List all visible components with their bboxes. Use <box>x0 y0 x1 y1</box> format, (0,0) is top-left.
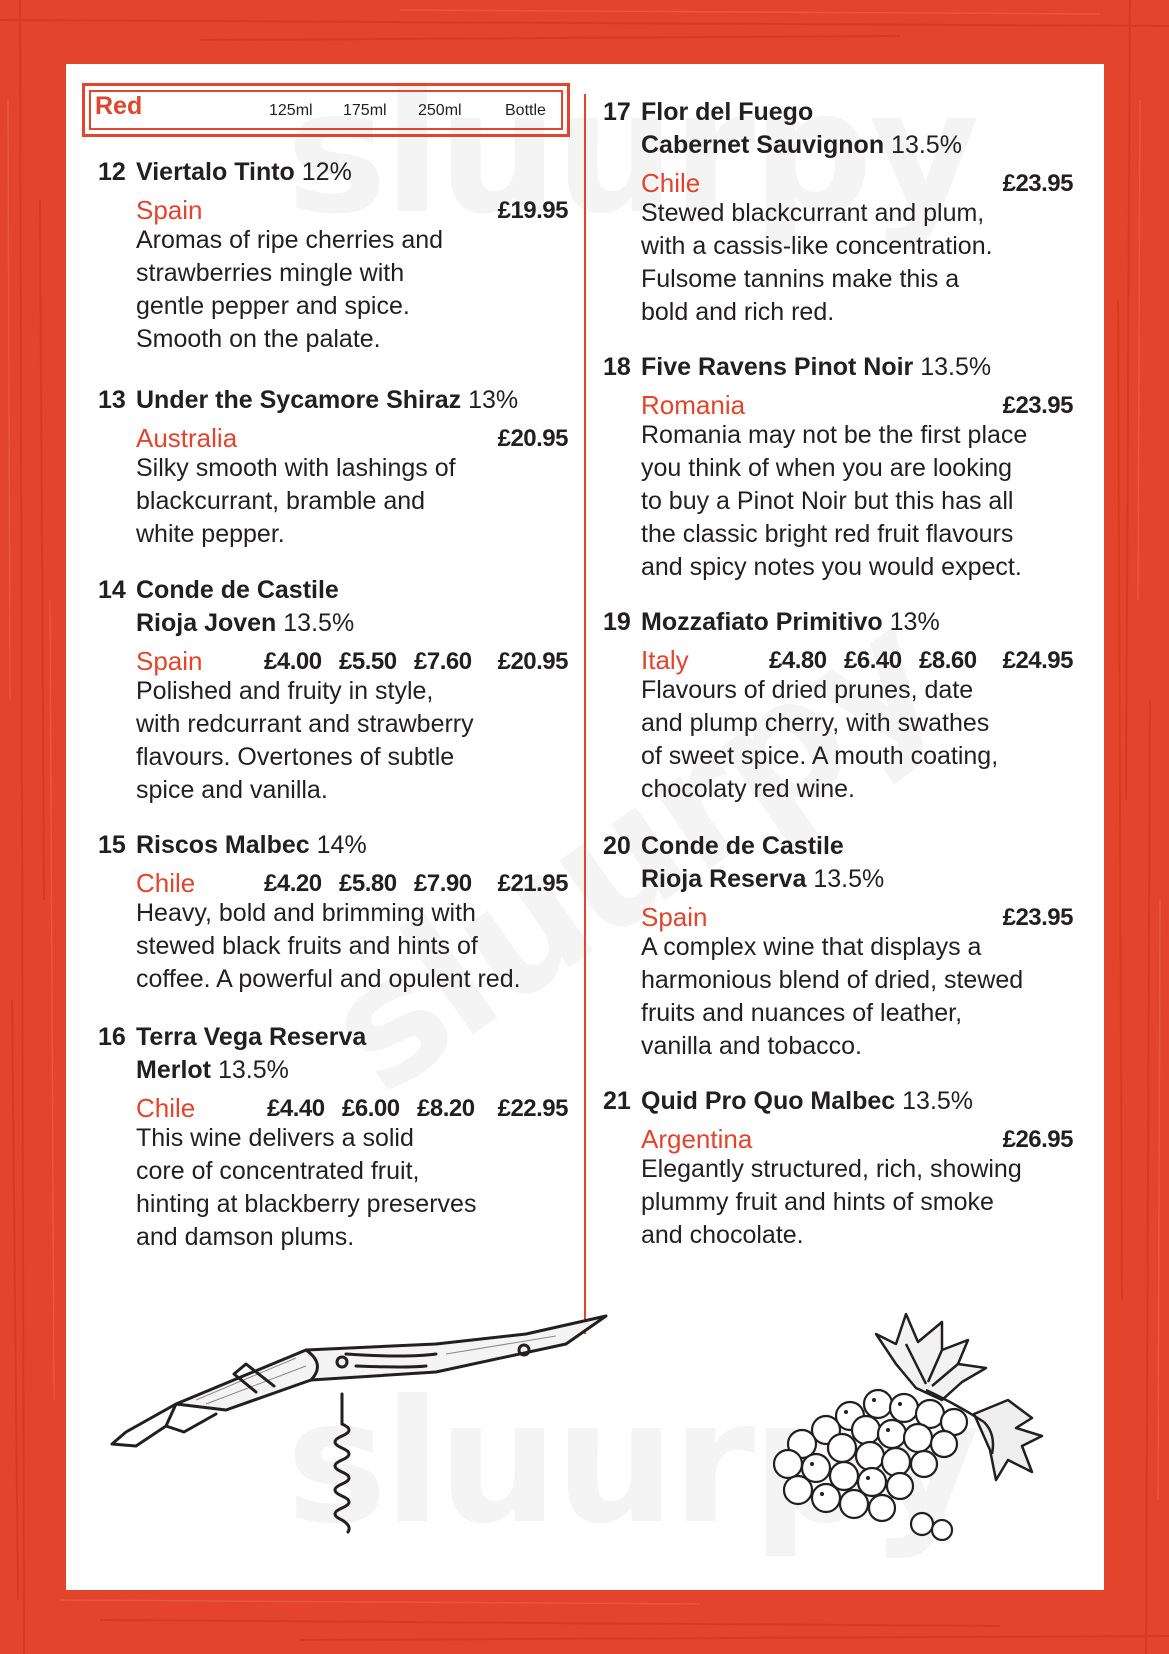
wine-country: Chile <box>136 868 196 898</box>
wine-description: Stewed blackcurrant and plum, with a cassis-like concentration. Fulsome tannins make this a bold and rich red. <box>641 199 993 326</box>
price-125ml: £4.00 <box>264 648 322 675</box>
wine-item-18: 18 Five Ravens Pinot Noir 13.5% Romania £23.95 Romania may not be the first place you think of when you are looking to buy a Pinot Noir but this has all the classic bright red fruit flavours and spicy notes you would expect. <box>603 351 1073 584</box>
price-bottle: £24.95 <box>1002 647 1073 674</box>
wine-name: Conde de Castile <box>136 576 339 604</box>
wine-abv: 13.5% <box>217 1056 289 1084</box>
wine-description: Silky smooth with lashings of blackcurrant, bramble and white pepper. <box>136 454 456 548</box>
wine-country: Spain <box>136 195 203 225</box>
wine-abv: 13.5% <box>920 353 992 381</box>
price-bottle: £20.95 <box>497 648 568 675</box>
wine-country: Argentina <box>641 1124 753 1154</box>
section-title: Red <box>95 92 143 120</box>
column-header-250ml: 250ml <box>418 102 462 119</box>
wine-abv: 13% <box>889 608 940 636</box>
wine-item-20: 20 Conde de Castile Rioja Reserva 13.5% Spain £23.95 A complex wine that displays a harmonious blend of dried, stewed fruits and nuances of leather, vanilla and tobacco. <box>603 830 1073 1063</box>
price-125ml: £4.20 <box>264 870 322 897</box>
price-bottle: £23.95 <box>1002 392 1073 419</box>
wine-abv: 14% <box>316 831 367 859</box>
price-125ml: £4.40 <box>267 1095 325 1122</box>
wine-country: Spain <box>641 902 708 932</box>
wine-country: Chile <box>641 168 701 198</box>
corkscrew-icon <box>106 1314 626 1554</box>
price-bottle: £23.95 <box>1002 170 1073 197</box>
price-bottle: £19.95 <box>497 197 568 224</box>
wine-country: Italy <box>641 645 689 675</box>
wine-name: Viertalo Tinto <box>136 158 295 186</box>
wine-name: Quid Pro Quo Malbec <box>641 1087 896 1115</box>
price-250ml: £7.90 <box>414 870 472 897</box>
price-175ml: £6.00 <box>342 1095 400 1122</box>
wine-country: Chile <box>136 1093 196 1123</box>
wine-item-12: 12 Viertalo Tinto 12% Spain £19.95 Aromas of ripe cherries and strawberries mingle with gentle pepper and spice. Smooth on the palate. <box>98 156 568 356</box>
wine-item-14: 14 Conde de Castile Rioja Joven 13.5% Spain £4.00 £5.50 £7.60 £20.95 Polished and fruity in style, with redcurrant and strawberry flavours. Overtones of subtle spice and vanilla. <box>98 574 568 807</box>
price-175ml: £5.80 <box>339 870 397 897</box>
wine-name: Five Ravens Pinot Noir <box>641 353 914 381</box>
price-250ml: £8.20 <box>417 1095 475 1122</box>
wine-name: Conde de Castile <box>641 832 844 860</box>
price-175ml: £5.50 <box>339 648 397 675</box>
wine-abv: 13.5% <box>283 609 355 637</box>
menu-panel <box>66 64 1104 1590</box>
wine-country: Romania <box>641 390 746 420</box>
wine-description: Flavours of dried prunes, date and plump cherry, with swathes of sweet spice. A mouth coating, chocolaty red wine. <box>641 676 999 803</box>
price-250ml: £7.60 <box>414 648 472 675</box>
price-bottle: £26.95 <box>1002 1126 1073 1153</box>
section-header <box>82 83 570 137</box>
wine-abv: 12% <box>301 158 352 186</box>
wine-abv: 13.5% <box>891 131 962 159</box>
wine-description: This wine delivers a solid core of concentrated fruit, hinting at blackberry preserves and damson plums. <box>136 1124 477 1251</box>
price-125ml: £4.80 <box>769 647 827 674</box>
wine-description: Elegantly structured, rich, showing plummy fruit and hints of smoke and chocolate. <box>641 1155 1022 1249</box>
wine-description: A complex wine that displays a harmonious blend of dried, stewed fruits and nuances of leather, vanilla and tobacco. <box>641 933 1024 1060</box>
wine-name: Under the Sycamore Shiraz <box>136 386 462 414</box>
wine-name: Flor del Fuego <box>641 98 814 126</box>
wine-name: Terra Vega Reserva <box>136 1023 367 1051</box>
wine-description: Heavy, bold and brimming with stewed black fruits and hints of coffee. A powerful and opulent red. <box>136 899 521 993</box>
wine-country: Australia <box>136 423 238 453</box>
price-bottle: £23.95 <box>1002 904 1073 931</box>
wine-name: Riscos Malbec <box>136 831 310 859</box>
wine-abv: 13.5% <box>902 1087 974 1115</box>
wine-description: Aromas of ripe cherries and strawberries mingle with gentle pepper and spice. Smooth on the palate. <box>136 226 444 353</box>
price-bottle: £21.95 <box>497 870 568 897</box>
wine-description: Romania may not be the first place you think of when you are looking to buy a Pinot Noir but this has all the classic bright red fruit flavours and spicy notes you would expect. <box>641 421 1028 581</box>
wine-description: Polished and fruity in style, with redcurrant and strawberry flavours. Overtones of subtle spice and vanilla. <box>136 677 474 804</box>
wine-name: Mozzafiato Primitivo <box>641 608 883 636</box>
wine-country: Spain <box>136 646 203 676</box>
wine-item-17: 17 Flor del Fuego Cabernet Sauvignon 13.5% Chile £23.95 Stewed blackcurrant and plum, with a cassis-like concentration. Fulsome tannins make this a bold and rich red. <box>603 96 1073 329</box>
price-175ml: £6.40 <box>844 647 902 674</box>
wine-abv: 13.5% <box>813 865 885 893</box>
column-header-175ml: 175ml <box>343 102 387 119</box>
wine-item-19: 19 Mozzafiato Primitivo 13% Italy £4.80 £6.40 £8.60 £24.95 Flavours of dried prunes, date and plump cherry, with swathes of sweet spice. A mouth coating, chocolaty red wine. <box>603 606 1073 806</box>
price-bottle: £22.95 <box>497 1095 568 1122</box>
column-divider <box>584 94 586 1334</box>
column-header-125ml: 125ml <box>269 102 313 119</box>
wine-item-21: 21 Quid Pro Quo Malbec 13.5% Argentina £26.95 Elegantly structured, rich, showing plummy fruit and hints of smoke and chocolate. <box>603 1085 1073 1252</box>
wine-item-13: 13 Under the Sycamore Shiraz 13% Australia £20.95 Silky smooth with lashings of blackcurrant, bramble and white pepper. <box>98 384 568 551</box>
wine-item-15: 15 Riscos Malbec 14% Chile £4.20 £5.80 £7.90 £21.95 Heavy, bold and brimming with stewed black fruits and hints of coffee. A powerful and opulent red. <box>98 829 568 996</box>
column-header-bottle: Bottle <box>505 102 546 119</box>
grapes-icon <box>746 1304 1066 1554</box>
wine-abv: 13% <box>468 386 519 414</box>
wine-item-16: 16 Terra Vega Reserva Merlot 13.5% Chile £4.40 £6.00 £8.20 £22.95 This wine delivers a solid core of concentrated fruit, hinting at blackberry preserves and damson plums. <box>98 1021 568 1254</box>
price-bottle: £20.95 <box>497 425 568 452</box>
price-250ml: £8.60 <box>919 647 977 674</box>
